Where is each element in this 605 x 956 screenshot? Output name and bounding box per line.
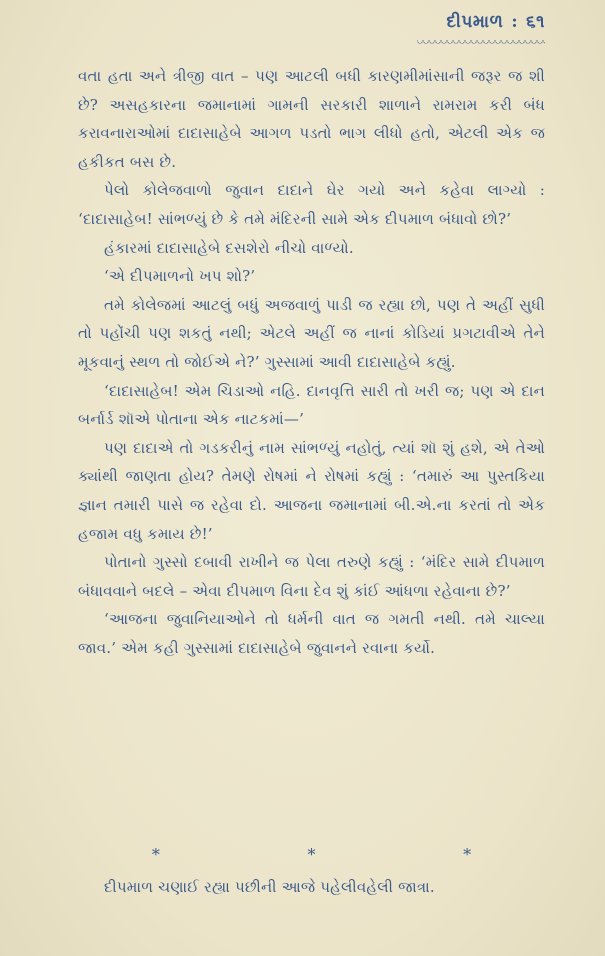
paragraph: પોતાનો ગુસ્સો દબાવી રાખીને જ પેલા તરુણે કહ્યું : ‘મંદિર સામે દીપમાળ બંધાવવાને બદલે – એવા દીપમાળ વિના દેવ શું કાંઈ આંધળા રહેવાના છે?’ xyxy=(78,553,545,600)
section-break xyxy=(78,845,545,864)
header-separator: : xyxy=(511,12,519,32)
paragraph: પેલો કોલેજવાળો જુવાન દાદાને ઘેર ગયો અને કહેવા લાગ્યો : ‘દાદાસાહેબ! સાંભળ્યું છે કે તમે મંદિરની સામે એક દીપમાળ બંધાવો છો?’ xyxy=(78,181,545,228)
paragraph: વતા હતા અને ત્રીજી વાત – પણ આટલી બધી કારણમીમાંસાની જરૂર જ શી છે? અસહકારના જમાનામાં ગામની સરકારી શાળાને રામરામ કરી બંધ કરાવનારાઓમાં દાદાસાહેબે આગળ પડતો ભાગ લીધો હતો, એટલી એક જ હકીકત બસ છે. xyxy=(78,67,545,171)
section-break-star: * xyxy=(307,845,316,864)
section-break-star: * xyxy=(151,845,160,864)
paragraph: ‘દાદાસાહેબ! એમ ચિડાઓ નહિ. દાનવૃત્તિ સારી તો ખરી જ; પણ એ દાન બર્નાર્ડ શૉએ પોતાના એક નાટકમાં—’ xyxy=(78,381,545,429)
page-number: ૬૧ xyxy=(526,12,545,32)
paragraph: હંકારમાં દાદાસાહેબે દસશેરો નીચો વાળ્યો. xyxy=(104,238,354,257)
paragraph: પણ દાદાએ તો ગડકરીનું નામ સાંભળ્યું નહોતું, ત્યાં શૉ શું હશે, એ તેઓ ક્યાંથી જાણતા હોય? તેમણે રોષમાં ને રોષમાં કહ્યું : ‘તમારું આ પુસ્તકિયા જ્ઞાન તમારી પાસે જ રહેવા દો. આજના જમાનામાં બી.એ.ના કરતાં તો એક હજામ વધુ કમાય છે!’ xyxy=(78,438,545,543)
paragraph: ‘એ દીપમાળનો ખપ શો?’ xyxy=(104,267,256,286)
running-head xyxy=(447,12,545,32)
section-break-star: * xyxy=(463,845,472,864)
chapter-title: દીપમાળ xyxy=(446,12,504,32)
header-wavy-rule xyxy=(417,40,545,44)
closing-line: દીપમાળ ચણાઈ રહ્યા પછીની આજે પહેલીવહેલી જાત્રા. xyxy=(104,878,435,896)
body-text xyxy=(78,62,545,662)
paragraph: તમે કોલેજમાં આટલું બધું અજવાળું પાડી જ રહ્યા છો, પણ તે અહીં સુધી તો પહોંચી પણ શકતું નથી; એટલે અહીં જ નાનાં કોડિયાં પ્રગટાવીએ તેને મૂકવાનું સ્થળ તો જોઈએ ને?’ ગુસ્સામાં આવી દાદાસાહેબે કહ્યું. xyxy=(78,295,545,371)
paragraph: ‘આજના જુવાનિયાઓને તો ધર્મની વાત જ ગમતી નથી. તમે ચાલ્યા જાવ.’ એમ કહી ગુસ્સામાં દાદાસાહેબે જુવાનને રવાના કર્યો. xyxy=(78,610,545,657)
